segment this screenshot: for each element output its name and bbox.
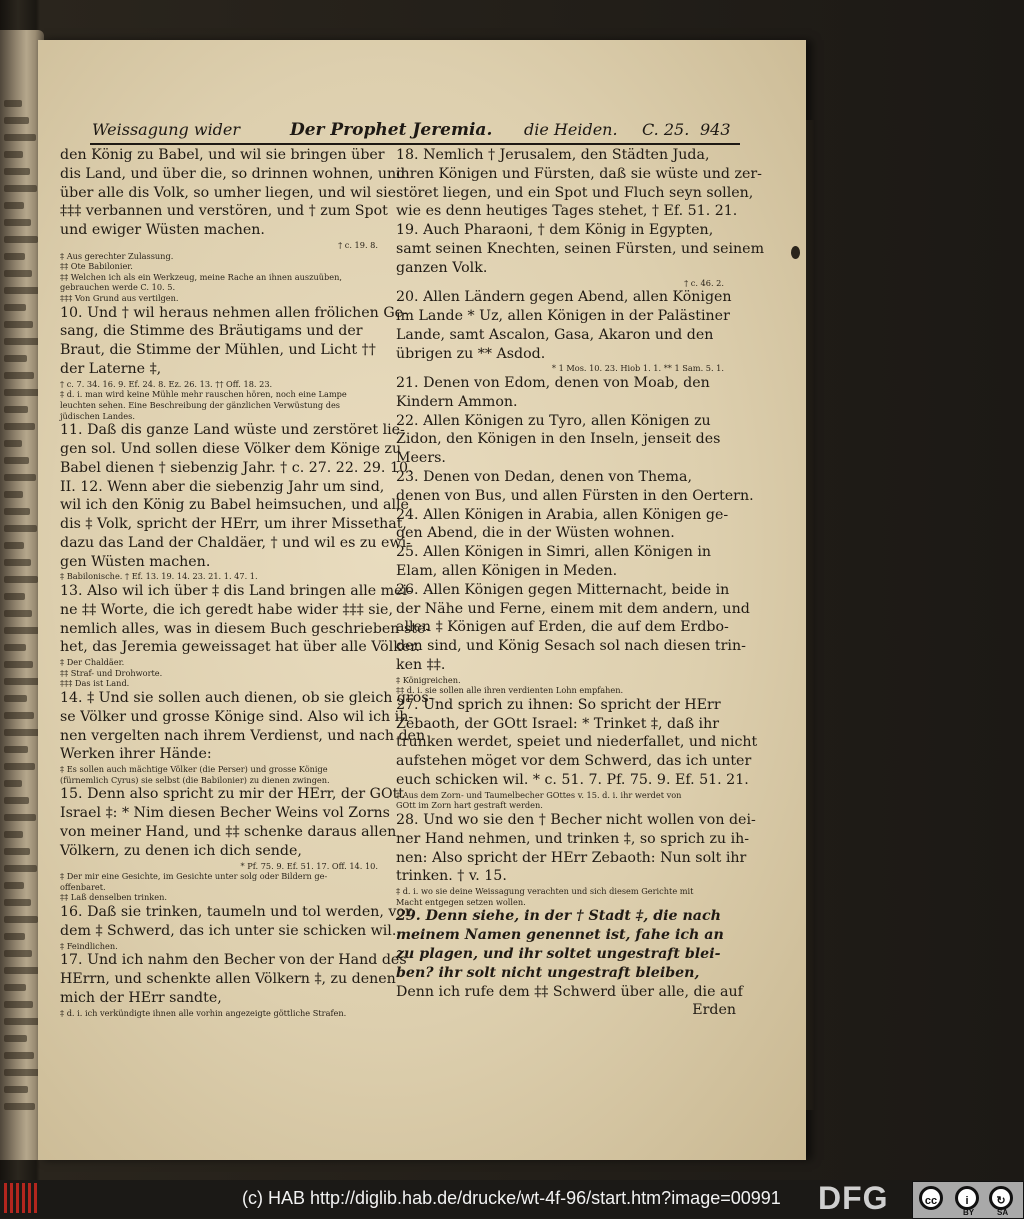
attribution-link[interactable]: (c) HAB http://diglib.hab.de/drucke/wt-4f-96/start.htm?image=00991 (242, 1188, 781, 1208)
footnote-line: ‡ Aus dem Zorn- und Taumelbecher GOttes v. 15. d. i. ihr werdet von (396, 789, 682, 800)
text-line: der Nähe und Ferne, einem mit dem andern, und (396, 600, 750, 617)
binding-hole (791, 246, 800, 259)
edge-text-fragment (4, 508, 30, 515)
footnote-line: † c. 46. 2. (684, 277, 724, 288)
edge-text-fragment (4, 865, 37, 872)
header-rule (90, 143, 740, 145)
text-line: 20. Allen Ländern gegen Abend, allen Königen (396, 289, 732, 306)
footnote-line: (fürnemlich Cyrus) sie selbst (die Babilonier) zu dienen zwingen. (60, 774, 330, 785)
text-line: 24. Allen Königen in Arabia, allen Königen ge- (396, 506, 729, 523)
text-line: II. 12. Wenn aber die siebenzig Jahr um sind, (60, 478, 385, 495)
footnote-line: ‡ d. i. wo sie deine Weissagung verachten und sich diesem Gerichte mit (396, 886, 694, 897)
license-sa-label: SA (997, 1208, 1009, 1217)
edge-text-fragment (4, 440, 22, 447)
text-line: nen: Also spricht der HErr Zebaoth: Nun solt ihr (396, 849, 747, 866)
edge-text-fragment (4, 559, 31, 566)
text-line: von meiner Hand, und ‡‡ schenke daraus allen (60, 824, 397, 841)
text-line: mich der HErr sandte, (60, 989, 222, 1006)
edge-text-fragment (4, 712, 34, 719)
text-line: allen ‡ Königen auf Erden, die auf dem Erdbo- (396, 619, 729, 636)
edge-text-fragment (4, 576, 38, 583)
edge-text-fragment (4, 1069, 41, 1076)
text-line: dis Land, und über die, so drinnen wohnen, und (60, 165, 406, 182)
edge-text-fragment (4, 100, 22, 107)
text-line: 15. Denn also spricht zu mir der HErr, der GOtt (60, 786, 404, 803)
text-line: ne ‡‡ Worte, die ich geredt habe wider ‡‡‡ sie, (60, 601, 393, 618)
text-line: 18. Nemlich † Jerusalem, den Städten Juda, (396, 147, 710, 163)
text-line: HErrn, und schenkte allen Völkern ‡, zu denen (60, 970, 396, 987)
text-line: gen Wüsten machen. (60, 553, 211, 570)
text-line: wil ich den König zu Babel heimsuchen, und alle (60, 497, 409, 514)
edge-text-fragment (4, 967, 39, 974)
header-left: Weissagung wider (92, 120, 241, 139)
edge-text-fragment (4, 1018, 40, 1025)
edge-text-fragment (4, 797, 29, 804)
footnote-line: ‡ d. i. ich verkündigte ihnen alle vorhin angezeigte göttliche Strafen. (60, 1007, 347, 1018)
footnote-line: ‡ Feindlichen. (60, 940, 118, 951)
text-line: nen vergelten nach ihrem Verdienst, und nach den (60, 727, 426, 744)
text-line: 13. Also wil ich über ‡ dis Land bringen alle mei- (60, 583, 412, 600)
logo-bar (28, 1183, 31, 1213)
edge-text-fragment (4, 780, 22, 787)
edge-text-fragment (4, 1103, 35, 1110)
text-line: zu plagen, und ihr soltet ungestraft blei- (396, 946, 721, 963)
text-line: ken ‡‡. (396, 656, 446, 673)
edge-text-fragment (4, 406, 28, 413)
edge-text-fragment (4, 219, 31, 226)
edge-text-fragment (4, 1001, 33, 1008)
text-line: 26. Allen Königen gegen Mitternacht, beide in (396, 581, 730, 598)
text-line: meinem Namen genennet ist, fahe ich an (396, 927, 724, 944)
text-line: nemlich alles, was in diesem Buch geschrieben ste- (60, 620, 431, 637)
edge-text-fragment (4, 593, 25, 600)
text-line: der Laterne ‡, (60, 360, 162, 377)
edge-text-fragment (4, 185, 37, 192)
text-line: 16. Daß sie trinken, taumeln und tol werden, vor (60, 903, 412, 920)
edge-text-fragment (4, 117, 29, 124)
by-icon: i (955, 1186, 979, 1210)
footnote-line: * 1 Mos. 10. 23. Hiob 1. 1. ** 1 Sam. 5. 1. (551, 363, 724, 374)
footnote-line: ‡‡ Straf- und Drohworte. (60, 667, 163, 678)
text-line: 28. Und wo sie den † Becher nicht wollen von dei- (396, 812, 756, 829)
edge-text-fragment (4, 168, 30, 175)
footnote-line: Macht entgegen setzen wollen. (396, 896, 526, 907)
dfg-logo: DFG (818, 1180, 889, 1216)
text-line: 22. Allen Königen zu Tyro, allen Königen zu (396, 412, 711, 429)
edge-text-fragment (4, 882, 24, 889)
text-line: Babel dienen † siebenzig Jahr. † c. 27. 22. 29. 10. (60, 459, 413, 476)
edge-text-fragment (4, 695, 27, 702)
edge-text-fragment (4, 916, 38, 923)
edge-text-fragment (4, 270, 32, 277)
footnote-line: leuchten sehen. Eine Beschreibung der gänzlichen Verwüstung des (60, 399, 340, 410)
text-line: und ewiger Wüsten machen. (60, 222, 265, 239)
edge-text-fragment (4, 950, 32, 957)
edge-text-fragment (4, 933, 25, 940)
edge-text-fragment (4, 1086, 28, 1093)
edge-text-fragment (4, 236, 38, 243)
text-line: 29. Denn siehe, in der † Stadt ‡, die nach (396, 908, 721, 925)
edge-text-fragment (4, 457, 29, 464)
cc-icon: cc (919, 1186, 943, 1210)
footnote-line: † c. 7. 34. 16. 9. Ef. 24. 8. Ez. 26. 13. †† Off. 18. 23. (60, 378, 273, 389)
edge-text-fragment (4, 729, 41, 736)
text-line: het, das Jeremia geweissaget hat über alle Völker. (60, 639, 420, 656)
text-line: ner Hand nehmen, und trinken ‡, so sprich zu ih- (396, 830, 750, 847)
sa-icon: ↻ (989, 1186, 1013, 1210)
text-line: se Völker und grosse Könige sind. Also wil ich ih- (60, 708, 414, 725)
edge-text-fragment (4, 525, 37, 532)
text-line: dis ‡ Volk, spricht der HErr, um ihrer Missethat, (60, 516, 407, 533)
text-line: 23. Denen von Dedan, denen von Thema, (396, 468, 692, 485)
right-text-column (396, 146, 765, 1020)
text-line: Zebaoth, der GOtt Israel: * Trinket ‡, daß ihr (396, 715, 720, 732)
text-line: Braut, die Stimme der Mühlen, und Licht †† (60, 342, 376, 359)
text-line: wie es denn heutiges Tages stehet, † Ef. 51. 21. (396, 203, 738, 220)
text-line: Werken ihrer Hände: (60, 746, 212, 763)
footnote-line: ‡ Aus gerechter Zulassung. (60, 250, 174, 261)
text-line: Völkern, zu denen ich dich sende, (60, 842, 302, 859)
footnote-line: offenbaret. (60, 881, 106, 892)
text-line: übrigen zu ** Asdod. (396, 345, 546, 362)
edge-text-fragment (4, 202, 24, 209)
edge-text-fragment (4, 151, 23, 158)
edge-text-fragment (4, 661, 33, 668)
text-line: dazu das Land der Chaldäer, † und wil es zu ewi- (60, 534, 411, 551)
text-line: Meers. (396, 450, 446, 467)
text-line: den sind, und König Sesach sol nach diesen trin- (396, 638, 746, 655)
header-right-title: die Heiden. (524, 120, 618, 139)
footnote-line: ‡‡‡ Von Grund aus vertilgen. (60, 292, 179, 303)
footnote-line: ‡ Babilonische. † Ef. 13. 19. 14. 23. 21. 1. 47. 1. (60, 571, 258, 582)
footnote-line: * Pf. 75. 9. Ef. 51. 17. Off. 14. 10. (240, 860, 378, 871)
edge-text-fragment (4, 355, 27, 362)
text-line: trunken werdet, speiet und niederfallet, und nicht (396, 734, 758, 751)
text-line: 21. Denen von Edom, denen von Moab, den (396, 374, 710, 391)
text-line: ‡‡‡ verbannen und verstören, und † zum Spot (60, 203, 388, 220)
edge-text-fragment (4, 389, 41, 396)
text-line: 11. Daß dis ganze Land wüste und zerstöret lie- (60, 422, 405, 439)
header-chapter: C. 25. (642, 120, 690, 139)
edge-text-fragment (4, 831, 23, 838)
edge-text-fragment (4, 134, 36, 141)
footnote-line: ‡‡ d. i. sie sollen alle ihren verdienten Lohn empfahen. (396, 685, 624, 696)
text-line: Zidon, den Königen in den Inseln, jenseit des (396, 431, 721, 448)
footnote-line: ‡‡ Welchen ich als ein Werkzeug, meine Rache an ihnen auszuüben, (60, 271, 342, 282)
text-line: Elam, allen Königen in Meden. (396, 562, 618, 579)
edge-text-fragment (4, 1035, 27, 1042)
edge-text-fragment (4, 423, 35, 430)
hab-logo (4, 1183, 40, 1213)
edge-text-fragment (4, 372, 34, 379)
text-line: ihren Königen und Fürsten, daß sie wüste und zer- (396, 165, 762, 182)
text-line: 27. Und sprich zu ihnen: So spricht der HErr (396, 696, 721, 713)
edge-text-fragment (4, 848, 30, 855)
text-line: Kindern Ammon. (396, 393, 518, 410)
footnote-line: ‡‡ Ote Babilonier. (60, 261, 133, 272)
footnote-line: GOtt im Zorn hart gestraft werden. (396, 800, 543, 811)
text-line: dem ‡ Schwerd, das ich unter sie schicken wil. (60, 922, 397, 939)
logo-bar (4, 1183, 7, 1213)
text-line: gen sol. Und sollen diese Völker dem Könige zu (60, 440, 402, 457)
text-line: gen Abend, die in der Wüsten wohnen. (396, 525, 675, 542)
text-line: Israel ‡: * Nim diesen Becher Weins vol Zorns (60, 805, 390, 822)
text-line: 17. Und ich nahm den Becher von der Hand des (60, 952, 407, 969)
footnote-line: ‡ Es sollen auch mächtige Völker (die Perser) und grosse Könige (60, 764, 328, 775)
logo-bar (16, 1183, 19, 1213)
footnote-line: gebrauchen werde C. 10. 5. (60, 282, 176, 293)
text-line: Denn ich rufe dem ‡‡ Schwerd über alle, die auf (396, 983, 743, 1000)
cc-license-badge[interactable] (912, 1181, 1024, 1219)
edge-text-fragment (4, 627, 39, 634)
page-number: 943 (700, 120, 731, 139)
footnote-line: jüdischen Landes. (60, 410, 135, 421)
text-line: 25. Allen Königen in Simri, allen Königen in (396, 544, 712, 561)
edge-text-fragment (4, 253, 25, 260)
edge-text-fragment (4, 287, 39, 294)
edge-text-fragment (4, 474, 36, 481)
text-line: ben? ihr solt nicht ungestraft bleiben, (396, 964, 700, 981)
edge-text-fragment (4, 644, 26, 651)
license-by-label: BY (963, 1208, 975, 1217)
text-line: denen von Bus, und allen Fürsten in den Oertern. (396, 487, 754, 504)
footnote-line: † c. 19. 8. (338, 239, 378, 250)
edge-text-fragment (4, 321, 33, 328)
footnote-line: ‡‡ Laß denselben trinken. (60, 892, 167, 903)
edge-text-fragment (4, 678, 40, 685)
footnote-line: ‡ Königreichen. (396, 674, 461, 685)
edge-text-fragment (4, 746, 28, 753)
edge-text-fragment (4, 304, 26, 311)
edge-text-fragment (4, 984, 26, 991)
edge-text-fragment (4, 1052, 34, 1059)
text-line: 19. Auch Pharaoni, † dem König in Egypten, (396, 222, 714, 239)
edge-text-fragment (4, 491, 23, 498)
text-line: Erden (692, 1002, 736, 1019)
footnote-line: ‡ Der mir eine Gesichte, im Gesichte unter solg oder Bildern ge- (60, 871, 328, 882)
edge-text-fragment (4, 763, 35, 770)
text-line: störet liegen, und ein Spot und Fluch seyn sollen, (396, 184, 754, 201)
text-line: Lande, samt Ascalon, Gasa, Akaron und den (396, 326, 714, 343)
text-line: ganzen Volk. (396, 259, 488, 276)
footnote-line: ‡‡‡ Das ist Land. (60, 678, 130, 689)
footnote-line: ‡ d. i. man wird keine Mühle mehr rauschen hören, noch eine Lampe (60, 389, 347, 400)
text-line: im Lande * Uz, allen Königen in der Palästiner (396, 307, 730, 324)
edge-text-fragment (4, 542, 24, 549)
header-title: Der Prophet Jeremia. (290, 120, 493, 140)
text-line: sang, die Stimme des Bräutigams und der (60, 323, 363, 340)
logo-bar (22, 1183, 25, 1213)
edge-text-fragment (4, 610, 32, 617)
text-line: samt seinen Knechten, seinen Fürsten, und seinem (396, 240, 765, 257)
logo-bar (10, 1183, 13, 1213)
text-line: 10. Und † wil heraus nehmen allen frölichen Ge- (60, 304, 408, 321)
text-line: trinken. † v. 15. (396, 868, 507, 885)
text-line: euch schicken wil. * c. 51. 7. Pf. 75. 9. Ef. 51. 21. (396, 772, 749, 789)
edge-text-fragment (4, 899, 31, 906)
footnote-line: ‡ Der Chaldäer. (60, 657, 125, 668)
logo-bar (34, 1183, 37, 1213)
text-line: den König zu Babel, und wil sie bringen über (60, 147, 385, 163)
edge-text-fragment (4, 814, 36, 821)
edge-text-fragment (4, 338, 40, 345)
text-line: 14. ‡ Und sie sollen auch dienen, ob sie gleich gros- (60, 690, 434, 707)
text-line: aufstehen möget vor dem Schwerd, das ich unter (396, 753, 752, 770)
text-line: über alle dis Volk, so umher liegen, und wil sie (60, 184, 397, 201)
